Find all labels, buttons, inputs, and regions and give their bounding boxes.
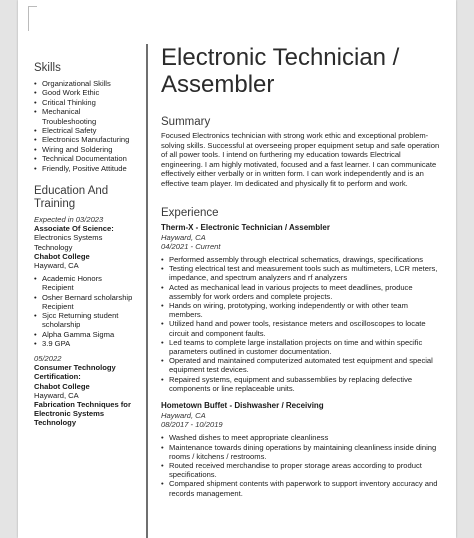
main-content	[143, 44, 443, 506]
duty-item: • Compared shipment contents with paperwork to support inventory accuracy and records management.	[161, 479, 443, 497]
honor-item: • Sjcc Returning student scholarship	[34, 311, 134, 329]
skill-item: • Good Work Ethic	[34, 88, 134, 97]
duty-item: • Acted as mechanical lead in various projects to meet deadlines, produce assembly for work orders and complete projects.	[161, 283, 443, 301]
skill-item: • Electronics Manufacturing	[34, 135, 134, 144]
skill-item: • Electrical Safety	[34, 126, 134, 135]
education-field: Electronics Systems Technology	[34, 233, 103, 252]
education-entry	[34, 354, 134, 428]
duty-item: • Maintenance towards dining operations by maintaining cleanliness inside dining rooms / kitchens / restrooms.	[161, 443, 443, 461]
honors-list	[34, 274, 134, 348]
job-title: Therm-X - Electronic Technician / Assembler	[161, 222, 330, 232]
duty-item: • Routed received merchandise to proper storage areas according to product specifications.	[161, 461, 443, 479]
education-section	[34, 185, 134, 427]
experience-heading: Experience	[161, 206, 219, 219]
education-school: Chabot College	[34, 251, 90, 261]
honor-item: • Academic Honors Recipient	[34, 274, 134, 292]
skills-heading: Skills	[34, 62, 61, 74]
page-corner-mark	[28, 6, 37, 31]
job-location: Hayward, CA	[161, 232, 206, 242]
resume-page	[18, 0, 456, 538]
duty-item: • Hands on wiring, prototyping, working independently or with other team members.	[161, 301, 443, 319]
education-location: Hayward, CA	[34, 261, 79, 271]
duty-item: • Washed dishes to meet appropriate cleanliness	[161, 433, 443, 442]
education-heading: Education And Training	[34, 185, 109, 211]
duty-item: • Testing electrical test and measurement tools such as multimeters, LCR meters, impedance, and spectrum analyzers and rf analyzers	[161, 264, 443, 282]
education-school: Chabot College	[34, 381, 90, 391]
job-entry	[161, 401, 443, 498]
education-entry	[34, 215, 134, 348]
education-field: Fabrication Techniques for Electronic Systems Technology	[34, 399, 131, 428]
job-dates: 04/2021 - Current	[161, 241, 221, 251]
job-entry	[161, 223, 443, 393]
education-date: 05/2022	[34, 353, 62, 363]
honor-item: • Osher Bernard scholarship Recipient	[34, 293, 134, 311]
skill-item: • Technical Documentation	[34, 154, 134, 163]
job-dates: 08/2017 - 10/2019	[161, 420, 223, 430]
duty-item: • Operated and maintained computerized automated test equipment and special equipment test devices.	[161, 356, 443, 374]
skill-item: • Wiring and Soldering	[34, 145, 134, 154]
summary-text: Focused Electronics technician with strong work ethic and exceptional problem-solving skills. Successful at overseeing proper equipment setup and safe operation of all power tools. I intend on furthering my education towards Electrical engineering. I am highly motivated, focused and a fast learner. I can communicate effectively either verbally or in written form. I can work independently and is an effective team player. Im dedicated and physically fit to perform and work.	[161, 131, 440, 188]
job-title: Hometown Buffet - Dishwasher / Receiving	[161, 401, 324, 411]
skill-item: • Organizational Skills	[34, 79, 134, 88]
education-location: Hayward, CA	[34, 390, 79, 400]
resume-title: Electronic Technician / Assembler	[161, 44, 400, 98]
duty-item: • Repaired systems, equipment and subassemblies by replacing defective components or line replaceable units.	[161, 375, 443, 393]
duties-list	[161, 433, 443, 497]
education-degree: Consumer Technology Certification:	[34, 363, 116, 382]
summary-heading: Summary	[161, 116, 211, 128]
education-date: Expected in 03/2023	[34, 215, 104, 225]
skill-item: • Mechanical Troubleshooting	[34, 107, 134, 126]
skill-item: • Critical Thinking	[34, 98, 134, 107]
honor-item: • 3.9 GPA	[34, 339, 134, 348]
duties-list	[161, 255, 443, 393]
job-location: Hayward, CA	[161, 411, 206, 421]
education-degree: Associate Of Science:	[34, 224, 114, 234]
honor-item: • Alpha Gamma Sigma	[34, 330, 134, 339]
sidebar	[34, 62, 134, 428]
duty-item: • Performed assembly through electrical schematics, drawings, specifications	[161, 255, 443, 264]
skill-item: • Friendly, Positive Attitude	[34, 164, 134, 173]
duty-item: • Utilized hand and power tools, resistance meters and oscilloscopes to locate circuit and component faults.	[161, 319, 443, 337]
duty-item: • Led teams to complete large installation projects on time and within specific parameters outlined in customer documentation.	[161, 338, 443, 356]
skills-list	[34, 79, 134, 173]
